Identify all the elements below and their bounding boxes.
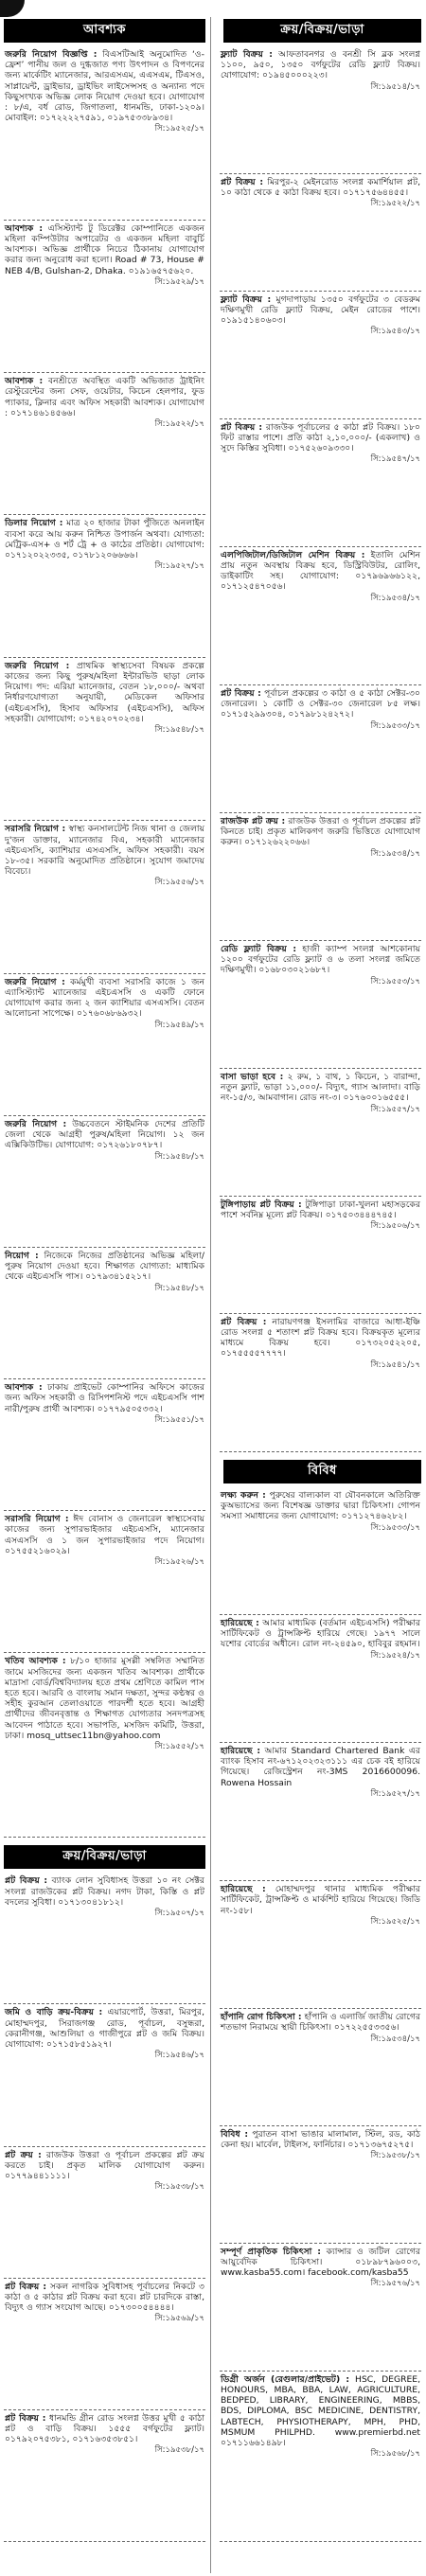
ad-reference: সি:১৯৫৬৯/১৭ (154, 2314, 204, 2324)
ad-body: টুঙ্গিপাড়া ঢাকা-খুলনা মহাসড়কের পাশে সর্বনিম্ন মূল্যে প্লট বিক্রয়। ০১৭৫০৩৪৪৪৭৪৫। (221, 1199, 421, 1221)
ad-title: আবশ্যক : (5, 222, 44, 234)
ad-title: হারিয়েছে : (221, 1745, 261, 1756)
ad-reference: সি:১৯৫২৫/১৭ (154, 124, 204, 134)
classified-ad (220, 2372, 421, 2542)
ad-title: জরুরি নিয়োগ বিজ্ঞপ্তি : (5, 48, 98, 60)
ad-reference: সি:১৯৫০৭/১৭ (154, 1908, 204, 1918)
classified-ad (220, 2126, 421, 2244)
ad-title: বিবিধ : (221, 2128, 248, 2140)
ad-title: নিয়োগ : (5, 1251, 39, 1262)
ad-reference: সি:১৯৫৪৮/১৭ (154, 1283, 204, 1293)
ad-body: ইতালি মেশিন প্রায় নতুন অবস্থায় বিক্রয় হবে, ডিস্ট্রিবিউটর, রোলিং, ডাইকাটিং সহ। যোগাযোগ: ০১৭৯৬৯৬৬১২২, ০১৭১২৫৪৭০৫৬। (221, 549, 420, 593)
ad-reference: সি:১৯৫৩৩/১৭ (370, 1522, 420, 1533)
ad-body: হাঁপানি ও এলার্জি জাতীয় রোগের শতভাগ নিরাময়ে স্থায়ী চিকিৎসা। ০১৭২২৫৫৩৩৫৬। (221, 2012, 421, 2034)
ad-title: ফ্ল্যাট বিক্রয় : (221, 293, 272, 305)
column-divider (210, 17, 211, 2573)
ad-reference: সি:১৯৫২৭/১৭ (370, 1788, 420, 1799)
left-column (4, 17, 205, 2542)
ad-title: লক্ষ্য করুন : (221, 1489, 266, 1501)
ad-reference: সি:১৯৫৩৮/১৭ (370, 2151, 420, 2161)
ad-title: জমি ও বাড়ি ক্রয়-বিক্রয় : (5, 2007, 103, 2018)
ad-reference: সি:১৯৫৫২/১৭ (154, 1742, 204, 1752)
ad-title: জরুরি নিয়োগ : (5, 976, 65, 987)
ad-body: মিরপুর-২ মেইনরোড সংলগ্ন কমার্শিয়াল প্লট, ১০ কাঠা থেকে ৫ কাঠা বিক্রয় হবে। ০১৭১৭৫৬৪৪৫৫। (221, 176, 421, 199)
ad-body: রাজউক উত্তরা ও পূর্বাচল প্রকল্পের প্লট ক্রয় করতে চাই। প্রকৃত মালিক যোগাযোগ করুন। ০১৭৭৯৪৪১১১১। (5, 2149, 204, 2181)
ad-body: নারায়ণগঞ্জ ইসলামির বাজারে আধা-ইঞ্চি রোড সংলগ্ন ৫ শতাংশ প্লট বিক্রয় হবে। বিক্রয়কৃত মূল্যের মাধ্যমে বিক্রয় হবে। ০১৭৩২০৫২২০৫, ০১৭৫৫৫৫৭৭৭৭। (221, 1316, 421, 1359)
classified-ad (220, 1069, 421, 1197)
ad-reference: সি:১৯৫৩৮/১৭ (154, 2445, 204, 2456)
ad-reference: সি:১৯৫৩৩/১৭ (370, 720, 420, 731)
ad-title: প্লট বিক্রয় : (221, 687, 261, 699)
ad-reference: সি:১৯৫৪৮/১৭ (154, 1151, 204, 1162)
classified-ad (220, 1881, 421, 2009)
classified-ad (4, 2147, 205, 2279)
ad-body: পুরাতন বাসা ভাঙার মালামাল, স্টিল, রড, কাঠ কেনা হয়। মার্বেল, টাইলস, ফার্নিচার। ০১৭১৩৬৭৫২৭৫। (221, 2128, 420, 2151)
classified-ad (4, 1379, 205, 1511)
ad-title: প্লট বিক্রয় : (5, 1875, 48, 1887)
ad-body: ঈদ বোনাস ও জেনারেল স্বাস্থ্যসেবায় কাজের জন্য সুপারভাইজার এইচএসসি, ম্যানেজার এসএসসি ও ১ জন সুপারভাইজার পদে নিয়োগ। ০১৭৫৫২১৬০২৯। (5, 1514, 205, 1556)
ad-title: আবশ্যক : (5, 376, 44, 387)
classified-ad (220, 46, 421, 174)
classified-ad (4, 658, 205, 822)
ad-title: প্লট বিক্রয় : (5, 2281, 47, 2292)
classified-ad (4, 373, 205, 515)
section-heading-buy-sell-rent-left: ক্রয়/বিক্রয়/ভাড়া (4, 1845, 205, 1869)
ad-body: ব্যাংক লোন সুবিধাসহ উত্তরা ১০ নং সেক্টর সংলগ্ন রাজউকের প্লট বিক্রয়। নগদ টাকা, কিস্তি ও প্লট বদলের সুবিধা। ০১৭১৩০৪১৮১২। (5, 1875, 204, 1908)
ad-title: রাজউক প্লট ক্রয় : (221, 815, 286, 826)
classified-ad (4, 46, 205, 221)
classified-ad (4, 821, 205, 973)
classified-ad (220, 547, 421, 685)
property-ads-left (4, 1873, 205, 2541)
ad-reference: সি:১৯৫৫৩/১৭ (370, 976, 420, 986)
ad-title: খতিব আবশ্যক : (5, 1656, 66, 1667)
ad-reference: সি:১৯৫৬৮/১৭ (370, 2449, 420, 2460)
ad-body: এয়ারপোর্ট, উত্তরা, মিরপুর, মোহাম্মদপুর, সিরাজগঞ্জ রোড, পূর্বাচল, বসুন্ধরা, কেরানীগঞ্জ, আশুলিয়া ও গাজীপুরে প্লট ও জমি বিক্রয়। যোগাযোগ: ০১৭১৫৮৫১৯২৭। (5, 2007, 205, 2050)
classified-ad (4, 1116, 205, 1248)
classified-ad (4, 221, 205, 373)
ad-body: আমার Standard Chartered Bank এর ব্যাংক হিসাব নং-৬৭১২০২৩২৩১১১ এর চেক বই হারিয়ে গিয়েছে। রেজিস্ট্রেশন নং-3MS 2016600096. Rowena Hossain (221, 1745, 420, 1788)
ad-reference: সি:১৯৫৩৪/১৭ (370, 593, 420, 603)
ad-body: মুগদাপাড়ায় ১৩৫০ বর্গফুটের ৩ বেডরুম দক্ষিণমুখী রেডি ফ্ল্যাট বিক্রয়, মেইন রোডের পাশে। ০১৯১৫১৪০৬০৩। (221, 293, 420, 327)
ad-body: রাজউক পূর্বাচলের ৫ কাঠা প্লট বিক্রয়। ১৮০ ফিট রাস্তার পাশে। প্রতি কাঠা ২,১০,০০০/- (একলাখ) ও সুদে কিস্তির সুবিধা। ০১৭৫২৬০৯৩৩০। (221, 421, 421, 454)
property-ads-right (220, 46, 421, 1452)
ad-body: সকল নাগরিক সুবিধাসহ পূর্বাচলের নিকটে ৩ কাঠা ও ৫ কাঠার প্লট বিক্রয় করা হবে। প্লট চারদিকে রাস্তা, বিদ্যুৎ ও গ্যাস সংযোগ আছে। ০১৭৩০০৫৪৪৪৪। (5, 2281, 204, 2313)
ad-title: জরুরি নিয়োগ : (5, 1119, 67, 1130)
ad-reference: সি:১৯৫৪৯/১৭ (154, 1020, 204, 1030)
ad-reference: সি:১৯৫২৯/১৭ (154, 276, 204, 287)
right-column (220, 17, 421, 2542)
ad-body: হাজী ক্যাম্প সংলগ্ন আশকোনায় ১২০০ বর্গফুটের রেডি ফ্ল্যাট ও ৬ তলা সংলগ্ন জমিতে দক্ষিণমুখী। ০১৬৮০৩০২১৬৮৭। (221, 943, 420, 976)
classified-ad (220, 1314, 421, 1452)
ad-reference: সি:১৯৫৫১/১৭ (154, 1414, 204, 1425)
ad-title: প্লট ক্রয় : (5, 2149, 42, 2160)
classified-ad (220, 685, 421, 813)
classified-ad (220, 813, 421, 941)
ad-body: স্বাস্থ্য কনসালটেন্ট নিজ থানা ও জেলায় দু'জন ডাক্তার, ম্যানেজার বিএ, সহকারী ম্যানেজার এইচএসসি, ক্যাশিয়ার এসএসসি, অফিস সহকারী। বয়স ১৮-৩৫। সরকারি অনুমোদিত প্রতিষ্ঠানে। সুযোগ জমাদেয় বিবেচ্য। (5, 824, 205, 878)
classified-ad (4, 1511, 205, 1653)
ad-body: HSC, DEGREE, HONOURS, MBA, BBA, LAW, AGRICULTURE, BEDPED, LIBRARY, ENGINEERING, MBBS, BDS, DIPLOMA, BSC MEDICINE, DENTISTRY, LABTECH, PHYSIOTHERAPY, MPH, PHD, MSMUM PHILPHD. www.premierbd.net ০১৭১১৬৬১৪৯৮। (221, 2373, 420, 2449)
ad-body: বনশ্রীতে অবস্থিত একটি অভিজাত ট্রাইনিং রেস্টুরেন্টের জন্য সেফ, ওয়েটার, কিচেন হেলপার, ফুড প্যাকার, ক্লিনার এবং অফিস সহকারী আবশ্যক। যোগাযোগ : ০১৭১৪৬১৪৫৬৬। (5, 376, 205, 418)
ad-body: পুরুষের বাল্যকাল বা যৌবনকালে অতিরিক্ত কুঅভ্যাসের জন্য বিশেষজ্ঞ ডাক্তার দ্বারা চিকিৎসা। গোপন সমস্যা সমাধানের জন্য যোগাযোগ: ০১৭১২৭৪৬২৮২। (221, 1489, 420, 1522)
ad-body: বিএসটিআই অনুমোদিত ‘ও-ফ্রেশ’ পানীয় জল ও দুগ্ধজাত পণ্য উৎপাদন ও বিপণনের জন্য মার্কেটিং ম্যানেজার, আরএসএম, এএসএম, টিএসও, সাপ্লায়েন্ট, ড্রাইভার, ড্রাইভিং লাইসেন্সসহ ও অন্যান্য পদে কিছুসংখ্যক অভিজ্ঞ লোক নিয়োগ দেওয়া হবে। যোগাযোগ : ৮/এ, বর্ধ রোড, জিগাতলা, ধানমন্ডি, ঢাকা-১২০৯। মোবাইল: ০১৭২২২২৭৫৯১, ০১৯৭৫৩৩৮৯৩৪। (5, 48, 205, 124)
ad-body: ক্যান্সার ও জটিল রোগের আয়ুর্বেদিক চিকিৎসা। ০১৮৯৮৭৯৬০০৩, www.kasba55.com। facebook.com/kasba55 (221, 2246, 421, 2279)
classified-ad (4, 2410, 205, 2542)
ad-reference: সি:১৯৫৫৭/১৭ (370, 1104, 420, 1114)
ad-title: জরুরি নিয়োগ : (5, 660, 70, 671)
ad-reference: সি:১৯৫৩৪/১৭ (370, 848, 420, 859)
classified-ad (220, 2009, 421, 2126)
ad-body: মোহাম্মদপুর থানার মাধ্যমিক পরীক্ষার সার্টিফিকেট, ট্রান্সক্রিপ্ট ও মার্কশিট হারিয়ে গিয়েছে। জিডি নং-১৫৮। (221, 1884, 420, 1916)
ad-title: প্লট বিক্রয় : (5, 2412, 46, 2424)
classified-ad (4, 2279, 205, 2410)
ad-title: আবশ্যক : (5, 1382, 43, 1394)
ad-body: নিজেকে নিজের প্রতিষ্ঠানের অভিজ্ঞ মহিলা/পুরুষ নিয়োগ দেওয়া হবে। শিক্ষাগত যোগ্যতা: মাধ্যমিক থেকে এইচএসসি পাস। ০১৭৯৩৪১৫২১৭। (5, 1251, 204, 1283)
ad-title: ডিলার নিয়োগ : (5, 518, 63, 529)
ad-title: প্লট বিক্রয় : (221, 421, 263, 433)
ad-body: ধানমন্ডি গ্রীন রোড সংলগ্ন উত্তর মুখী ৫ কাঠা প্লট ও বাড়ি বিক্রয়। ১৫৫৫ বর্গফুটের ফ্ল্যাট। ০১৭৯২০৭৫৩৮১, ০১৭১৬৩৫৩৮৫১। (5, 2412, 205, 2444)
ad-title: প্লট বিক্রয় : (221, 176, 263, 187)
ad-title: প্লট বিক্রয় : (221, 1316, 267, 1327)
ad-body: মাত্র ২০ হাজার টাকা পুঁজিতে অনলাইন ব্যবসা করে আয় করুন নিশ্চিত উপার্জন অথবা। যোগ্যতা: মেট্রিক-এস+ ও শর্ট ট্রে + ও কাঠের প্রতিষ্ঠা। যোগাযোগ: ০১৭১২০২২৩৩৫, ০১৭৮১২০৬৬৬৬। (5, 518, 204, 561)
ad-reference: সি:১৯৫৪৭/১৭ (370, 454, 420, 465)
ad-title: ফ্ল্যাট বিক্রয় : (221, 48, 273, 60)
ad-body: কর্মমুখী ব্যবসা সরাসরি কাজে ১ জন এ্যাসিস্ট্যান্ট ম্যানেজার এইচএসসি ও একটি ফোনে যোগাযোগ করার জন্য ২ জন ক্যাশিয়ার এসএসসি। বেতন আলোচনা সাপেক্ষে। ০১৭৬০৬৮৬৯৩২। (5, 976, 204, 1020)
ad-reference: সি:১৯৫৭৬/১৭ (370, 2279, 420, 2289)
ad-title: হাঁপানি রোগ চিকিৎসা : (221, 2012, 302, 2023)
ad-body: ঢাকায় প্রাইভেট কোম্পানির অফিসে কাজের জন্য অফিস সহকারী ও রিসিপশনিস্ট পদে এইচএসসি পাশ নারী/পুরুষ প্রার্থী আবশ্যক। ০১৭৭৯৫০৫৩৩২। (5, 1382, 204, 1414)
section-heading-miscellaneous: বিবিধ (223, 1460, 421, 1483)
ad-reference: সি:১৯৫২৭/১৭ (154, 561, 204, 572)
ad-reference: সি:১৯৫১৪/১৭ (370, 81, 420, 92)
ad-reference: সি:১৯৫২২/১৭ (154, 419, 204, 430)
classified-ad (220, 941, 421, 1069)
ad-body: আফতাবনগর ও বনশ্রী সি ব্লক সংলগ্ন ১১০০, ৯৫০, ১৩৫০ বর্গফুটের রেডি ফ্ল্যাট বিক্রয়। যোগাযোগ: ০১৯৪৫০০০২২৩। (221, 48, 420, 81)
classified-ad (4, 1248, 205, 1379)
ad-title: রেডি ফ্ল্যাট বিক্রয় : (221, 943, 297, 954)
header-wedge (0, 0, 25, 17)
ad-body: প্রাথমিক স্বাস্থ্যসেবা বিষয়ক প্রকল্পে কাজের জন্য কিছু পুরুষ/মহিলা ইন্টারভিউ ছাড়া লোক নিয়োগ। পদ: এরিয়া ম্যানেজার, বেতন ১৮,০০০/- অথবা নির্ধারণযোগ্যতা অনুযায়ী, মেডিকেল অফিসার (এইচএসসি), হিসাব অফিসার (এইচএসসি), অফিস সহকারী। যোগাযোগ: ০১৭৪২০৭০২৩৪। (5, 660, 204, 724)
ad-title: সরাসরি নিয়োগ : (5, 1514, 69, 1525)
ad-body: রাজউক উত্তরা ও পূর্বাচল প্রকল্পের প্লট কিনতে চাই। প্রকৃত মালিকগণ জরুরি ভিত্তিতে যোগাযোগ করুন। ০১৭১২৬২২০৬৬। (221, 815, 420, 848)
classified-ad (4, 515, 205, 657)
wanted-ads (4, 46, 205, 1839)
ad-reference: সি:১৯৫৩৪/১৭ (370, 2034, 420, 2044)
ad-reference: সি:১৯৫৪৩/১৭ (370, 327, 420, 337)
ad-body: পূর্বাচল প্রকল্পের ৩ কাঠা ও ৫ কাঠা সেক্টর-৩০ জেনারেল। ১ কোটি ও সেক্টর-৩০ জেনারেল ৮৫ লক্ষ। ০১৭১৫২৯৯৩০৪, ০১৭৯৮১২৪২৭২। (221, 687, 421, 720)
classified-ad (4, 974, 205, 1116)
classified-ad (220, 2244, 421, 2372)
classified-ad (220, 1743, 421, 1881)
ad-reference: সি:১৯৫২২/১৭ (370, 199, 420, 209)
ad-title: বাসা ভাড়া হবে : (221, 1071, 284, 1082)
classified-ad (220, 1197, 421, 1314)
misc-ads (220, 1487, 421, 2542)
ad-body: এসিস্ট্যান্ট টু ডিরেক্টর কোম্পানিতে একজন মহিলা কম্পিউটার অপারেটর ও একজন মহিলা বাবুর্চি আবশ্যক। অভিজ্ঞ প্রার্থীকে নিচের ঠিকানায় যোগাযোগ করার জন্য অনুরোধ করা হলো। Road # 73, House # NEB 4/B, Gulshan-2, Dhaka. ০১৯১৬৫৭৫৬২০. (5, 222, 205, 276)
ad-body: আমার মাধ্যমিক (বর্তমান এইচএসসি) পরীক্ষার সার্টিফিকেট ও ট্রান্সক্রিপ্ট হারিয়ে গেছে। ১৯৭৭ সালে যশোর বোর্ডের অধীনে। রোল নং-২৪৫৯০, হাবিবুর রহমান। (221, 1617, 420, 1650)
ad-title: সম্পূর্ণ প্রাকৃতিক চিকিৎসা : (221, 2246, 321, 2257)
ad-reference: সি:১৯৫০৬/১৭ (370, 1221, 420, 1232)
ad-title: হারিয়েছে : (221, 1617, 259, 1628)
classified-ad (4, 2004, 205, 2146)
ad-title: হারিয়েছে : (221, 1884, 266, 1895)
ad-title: টুঙ্গিপাড়ায় প্লট বিক্রয় : (221, 1199, 302, 1210)
classified-ad (4, 1873, 205, 2004)
ad-reference: সি:১৯৫৪৬/১৭ (154, 2051, 204, 2061)
classified-ad (220, 1487, 421, 1615)
ad-reference: সি:১৯৫৪৮/১৭ (154, 724, 204, 735)
ad-reference: সি:১৯৫৩৮/১৭ (154, 2182, 204, 2193)
classified-ad (4, 1653, 205, 1838)
ad-reference: সি:১৯৫২৪/১৭ (370, 1650, 420, 1661)
classified-ad (220, 292, 421, 419)
ad-body: উচ্চবেতনে স্টাইমনিক দেশের প্রতিটি জেলা থেকে আগ্রহী পুরুষ/মহিলা নিয়োগ। ১২ জন এক্সিকিউটিভ। যোগাযোগ: ০১৭২৬১৮০৭৮৭। (5, 1119, 205, 1151)
ad-title: এলপিজিটাল/ডিজিটাল মেশিন বিক্রয় : (221, 549, 365, 560)
section-heading-wanted: আবশ্যক (4, 19, 205, 43)
ad-title: ডিগ্রী অর্জন (রেগুলার/প্রাইভেট) : (221, 2373, 350, 2385)
ad-body: ২ রুম, ১ বাথ, ১ কিচেন, ১ বারান্দা, নতুন ফ্ল্যাট, ভাড়া ১১,০০০/- বিদ্যুৎ, গ্যাস আলাদা। বাড়ি নং-১৫/৩, আমবাগান। রোড নং-৩। ০১৭৬০০১৬৫৫৫। (221, 1071, 420, 1104)
ad-title: সরাসরি নিয়োগ : (5, 824, 66, 835)
ad-reference: সি:১৯৫৪১/১৭ (370, 1359, 420, 1370)
ad-body: ৮/১০ হাজার মুসল্লী সম্বলিত সম্মানিত জামে মসজিদের জন্য একজন খতিব আবশ্যক। প্রার্থীকে মাদ্রাসা বোর্ড/বিশ্ববিদ্যালয় হতে প্রথম শ্রেণিতে কামিল পাস হতে হবে। আরবি ও বাংলায় সমান দক্ষতা, সুন্দর কণ্ঠস্বর ও সহীহ কুরআন তেলাওয়াতে পারদর্শী হতে হবে। আগ্রহী প্রার্থীদের জীবনবৃত্তান্ত ও শিক্ষাগত যোগ্যতার সনদপত্রসহ আবেদন পাঠাতে হবে। সভাপতি, মসজিদ কমিটি, উত্তরা, ঢাকা। mosq_uttsec11bn@yahoo.com (5, 1656, 204, 1741)
page-header-strip (0, 0, 426, 17)
classified-ad (220, 174, 421, 292)
ad-reference: সি:১৯৫২৬/১৭ (154, 1556, 204, 1567)
classified-ad (220, 419, 421, 547)
ad-reference: সি:১৯৫৫৬/১৭ (154, 878, 204, 888)
ad-reference: সি:১৯৫২৫/১৭ (370, 1916, 420, 1927)
section-heading-buy-sell-rent-right: ক্রয়/বিক্রয়/ভাড়া (223, 19, 421, 43)
classified-ad (220, 1615, 421, 1743)
